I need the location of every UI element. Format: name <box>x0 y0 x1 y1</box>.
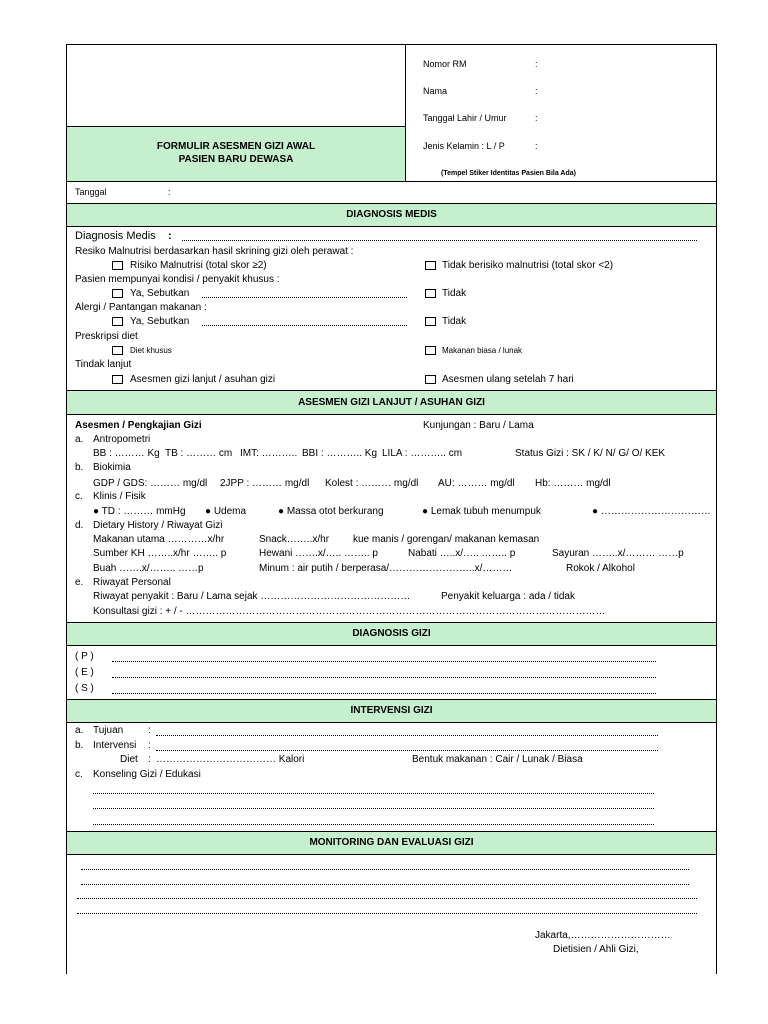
intervensi-colon: : <box>148 740 151 751</box>
diag-gizi-p-label: ( P ) <box>75 651 94 662</box>
rokok-field: Rokok / Alkohol <box>566 563 635 574</box>
td-field: ● TD : ……… mmHg <box>93 506 186 517</box>
riwayat-letter: e. <box>75 577 84 588</box>
diet-khusus-label: Diet khusus <box>130 346 172 355</box>
nama-colon: : <box>535 86 538 96</box>
antropometri-label: Antropometri <box>93 434 151 445</box>
diag-gizi-e-label: ( E ) <box>75 667 94 678</box>
header-divider <box>405 44 406 182</box>
section-diagnosis-gizi-title: DIAGNOSIS GIZI <box>352 628 431 639</box>
tanggal-colon: : <box>168 187 171 197</box>
lemak-field: ● Lemak tubuh menumpuk <box>422 506 541 517</box>
monitoring-dotline-2 <box>81 884 689 885</box>
makanan-biasa-label: Makanan biasa / lunak <box>442 346 523 355</box>
udema-field: ● Udema <box>205 506 247 517</box>
status-gizi-field: Status Gizi : SK / K/ N/ G/ O/ KEK <box>515 448 666 459</box>
hb-field: Hb: ……… mg/dl <box>535 478 611 489</box>
konseling-label: Konseling Gizi / Edukasi <box>93 769 201 780</box>
tujuan-letter: a. <box>75 725 84 736</box>
tindak-lanjut-label: Tindak lanjut <box>75 359 132 370</box>
jpp-field: 2JPP : ……… mg/dl <box>220 478 310 489</box>
section-intervensi <box>67 699 716 723</box>
kolest-field: Kolest : ……… mg/dl <box>325 478 419 489</box>
alergi-ya-checkbox[interactable] <box>112 317 123 326</box>
sticker-note: (Tempel Stiker Identitas Pasien Bila Ada) <box>441 170 576 177</box>
dietisien-signature-label: Dietisien / Ahli Gizi, <box>553 944 639 955</box>
kalori-field: ……………………………… Kalori <box>156 754 305 765</box>
konseling-letter: c. <box>75 769 83 780</box>
sumber-kh-field: Sumber KH ……..x/hr …….. p <box>93 548 227 559</box>
section-monitoring <box>67 831 716 855</box>
intervensi-letter: b. <box>75 740 84 751</box>
klinis-letter: c. <box>75 491 83 502</box>
massa-field: ● Massa otot berkurang <box>278 506 384 517</box>
buah-field: Buah …….x/…….. ……p <box>93 563 204 574</box>
kondisi-dotline <box>202 297 407 298</box>
tgl-lahir-colon: : <box>535 113 538 123</box>
bb-field: BB : ……… Kg <box>93 448 160 459</box>
konseling-dotline-1 <box>93 793 654 794</box>
tgl-lahir-label: Tanggal Lahir / Umur <box>423 113 507 123</box>
biokimia-letter: b. <box>75 462 84 473</box>
klinis-lain-field: ● …………………………… <box>592 506 711 517</box>
asesmen-ulang-checkbox[interactable] <box>425 375 436 384</box>
form-title-box <box>67 126 405 181</box>
lila-field: LILA : ……….. cm <box>382 448 463 459</box>
au-field: AU: ……… mg/dl <box>438 478 515 489</box>
penyakit-keluarga-field: Penyakit keluarga : ada / tidak <box>441 591 575 602</box>
risiko-option: Risiko Malnutrisi (total skor ≥2) <box>130 260 267 271</box>
sayuran-field: Sayuran ……..x/……… ……p <box>552 548 684 559</box>
diet-label: Diet <box>120 754 138 765</box>
snack-field: Snack……..x/hr <box>259 534 330 545</box>
konseling-dotline-3 <box>93 824 654 825</box>
frame-right <box>716 44 717 974</box>
tujuan-dotline <box>156 735 658 736</box>
nomor-rm-colon: : <box>535 59 538 69</box>
asesmen-ulang-label: Asesmen ulang setelah 7 hari <box>442 374 574 385</box>
diet-khusus-checkbox[interactable] <box>112 346 123 355</box>
dietary-letter: d. <box>75 520 84 531</box>
header-bottom <box>66 181 717 182</box>
asesmen-lanjut-label: Asesmen gizi lanjut / asuhan gizi <box>130 374 276 385</box>
jakarta-date: Jakarta,………………………… <box>535 930 671 941</box>
imt-field: IMT: ……….. <box>240 448 298 459</box>
monitoring-dotline-1 <box>81 869 689 870</box>
nama-label: Nama <box>423 86 448 96</box>
antropometri-letter: a. <box>75 434 84 445</box>
kue-field: kue manis / gorengan/ makanan kemasan <box>353 534 540 545</box>
alergi-tidak-checkbox[interactable] <box>425 317 436 326</box>
dietary-label: Dietary History / Riwayat Gizi <box>93 520 223 531</box>
konseling-dotline-2 <box>93 808 654 809</box>
diag-gizi-p-dotline <box>112 661 656 662</box>
diagnosis-medis-colon: : <box>168 230 172 242</box>
section-intervensi-title: INTERVENSI GIZI <box>350 705 433 716</box>
section-asesmen-title: ASESMEN GIZI LANJUT / ASUHAN GIZI <box>298 397 485 408</box>
tidak-risiko-checkbox[interactable] <box>425 261 436 270</box>
tujuan-colon: : <box>148 725 151 736</box>
klinis-label: Klinis / Fisik <box>93 491 146 502</box>
risiko-checkbox[interactable] <box>112 261 123 270</box>
diag-gizi-e-dotline <box>112 677 656 678</box>
form-title-line1: FORMULIR ASESMEN GIZI AWAL <box>156 141 316 152</box>
bbi-field: BBI : ……….. Kg <box>302 448 378 459</box>
kunjungan-label: Kunjungan : Baru / Lama <box>423 420 534 431</box>
biokimia-label: Biokimia <box>93 462 131 473</box>
diagnosis-medis-label: Diagnosis Medis <box>75 230 156 242</box>
kondisi-ya-checkbox[interactable] <box>112 289 123 298</box>
jenis-kelamin-label: Jenis Kelamin : L / P <box>423 141 505 151</box>
nabati-field: Nabati …..x/….. …….. p <box>408 548 516 559</box>
diag-gizi-s-dotline <box>112 693 656 694</box>
riwayat-personal-label: Riwayat Personal <box>93 577 171 588</box>
riwayat-penyakit-field: Riwayat penyakit : Baru / Lama sejak ……………………………………… <box>93 591 411 602</box>
nomor-rm-label: Nomor RM <box>423 59 467 69</box>
diagnosis-medis-dotline <box>182 240 697 241</box>
bentuk-makanan-field: Bentuk makanan : Cair / Lunak / Biasa <box>412 754 583 765</box>
kondisi-tidak-checkbox[interactable] <box>425 289 436 298</box>
diet-colon: : <box>148 754 151 765</box>
jenis-kelamin-colon: : <box>535 141 538 151</box>
tanggal-label: Tanggal <box>75 187 107 197</box>
pengkajian-label: Asesmen / Pengkajian Gizi <box>75 420 202 431</box>
asesmen-lanjut-checkbox[interactable] <box>112 375 123 384</box>
tb-field: TB : ……… cm <box>165 448 233 459</box>
hewani-field: Hewani …….x/….. …….. p <box>259 548 378 559</box>
form-title-line2: PASIEN BARU DEWASA <box>178 154 294 165</box>
diag-gizi-s-label: ( S ) <box>75 683 94 694</box>
section-diagnosis-gizi <box>67 622 716 646</box>
kondisi-tidak-label: Tidak <box>442 288 467 299</box>
section-monitoring-title: MONITORING DAN EVALUASI GIZI <box>309 837 474 848</box>
gdp-field: GDP / GDS: ……… mg/dl <box>93 478 208 489</box>
alergi-dotline <box>202 325 407 326</box>
section-diagnosis-medis-title: DIAGNOSIS MEDIS <box>346 209 437 220</box>
frame-top <box>66 44 717 45</box>
makanan-biasa-checkbox[interactable] <box>425 346 436 355</box>
intervensi-dotline <box>156 750 658 751</box>
monitoring-dotline-4 <box>77 913 697 914</box>
alergi-ya-label: Ya, Sebutkan <box>130 316 190 327</box>
minum-field: Minum : air putih / berperasa/……………………..x/……… <box>259 563 513 574</box>
alergi-tidak-label: Tidak <box>442 316 467 327</box>
preskripsi-label: Preskripsi diet <box>75 331 138 342</box>
tidak-risiko-option: Tidak berisiko malnutrisi (total skor <2) <box>442 260 614 271</box>
monitoring-dotline-3 <box>77 898 697 899</box>
section-asesmen <box>67 390 716 415</box>
kondisi-ya-label: Ya, Sebutkan <box>130 288 190 299</box>
section-diagnosis-medis <box>67 203 716 227</box>
alergi-label: Alergi / Pantangan makanan : <box>75 302 207 313</box>
intervensi-label: Intervensi <box>93 740 137 751</box>
kondisi-label: Pasien mempunyai kondisi / penyakit khusus : <box>75 274 280 285</box>
makanan-utama-field: Makanan utama …………x/hr <box>93 534 225 545</box>
tujuan-label: Tujuan <box>93 725 124 736</box>
konsultasi-field: Konsultasi gizi : + / - ……………………………………………………………………………………………………………… <box>93 606 606 617</box>
resiko-label: Resiko Malnutrisi berdasarkan hasil skrining gizi oleh perawat : <box>75 246 354 257</box>
